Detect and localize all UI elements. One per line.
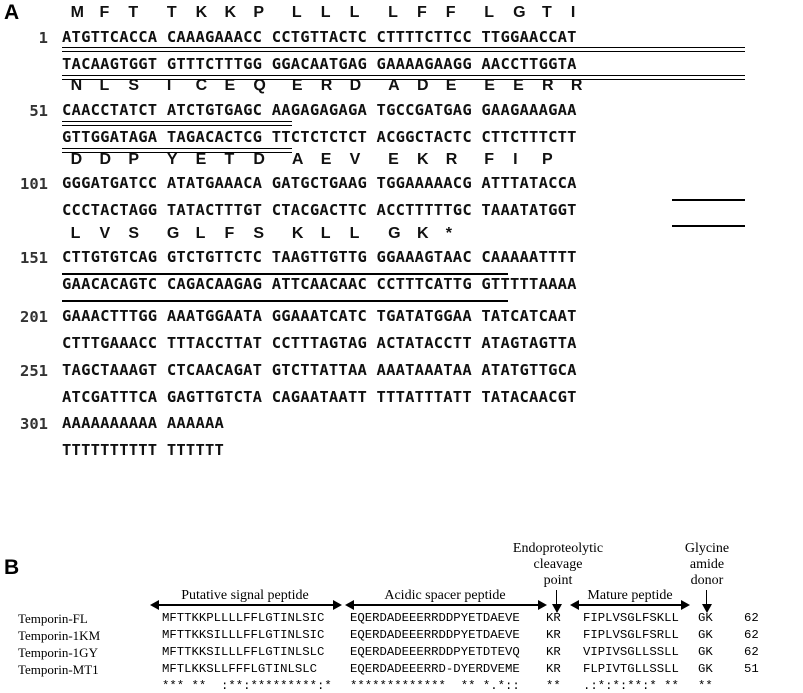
cleavage-line-2: cleavage	[533, 557, 583, 572]
amino-acid-letter: Q	[253, 77, 266, 94]
consensus-signal-symbols: *** ** :**:*********:*	[162, 679, 332, 693]
alignment-spacer-segment: EQERDADEEERRD-DYERDVEME	[350, 662, 520, 676]
consensus-spacer-symbols: ************* ** *.*::	[350, 679, 520, 693]
alignment-gk-segment: GK	[698, 628, 713, 642]
alignment-kr-segment: KR	[546, 645, 561, 659]
amino-acid-letter: C	[195, 77, 208, 94]
sequence-position-number: 1	[38, 29, 48, 47]
sense-strand: CAACCTATCT ATCTGTGAGC AAGAGAGAGA TGCCGATGAG GAAGAAAGAA	[62, 101, 577, 119]
amino-acid-letter: R	[320, 77, 333, 94]
amino-acid-letter: G	[166, 225, 180, 242]
alignment-signal-segment: MFTTKKPLLLLFFLGTINLSIC	[162, 611, 325, 625]
amino-acid-letter: E	[291, 77, 303, 94]
antisense-strand: TTTTTTTTTT TTTTTT	[62, 441, 225, 459]
signal-peptide-header: Putative signal peptide	[181, 588, 309, 603]
alignment-len-segment: 62	[744, 611, 759, 625]
amino-acid-letter: L	[349, 225, 360, 242]
amino-acid-letter: G	[388, 225, 401, 242]
amino-acid-letter: K	[416, 151, 429, 168]
alignment-mature-segment: VIPIVSGLLSSLL	[583, 645, 679, 659]
amino-acid-letter: E	[224, 77, 236, 94]
alignment-len-segment: 62	[744, 645, 759, 659]
sense-strand: GGGATGATCC ATATGAAACA GATGCTGAAG TGGAAAAACG ATTTATACCA	[62, 174, 577, 192]
consensus-mature-symbols: .:*:*:**:* **	[583, 679, 679, 693]
antisense-strand: CCCTACTAGG TATACTTTGT CTACGACTTC ACCTTTTTGC TAAATATGGT	[62, 201, 577, 219]
amino-acid-letter: D	[70, 151, 83, 168]
cleavage-line-1: Endoproteolytic	[512, 541, 604, 556]
amino-acid-letter: L	[388, 4, 398, 21]
mature-peptide-underline-2	[672, 225, 745, 227]
peptide-name: Temporin-MT1	[18, 662, 99, 677]
amino-acid-letter: T	[166, 4, 177, 21]
amide-line-2: amide	[689, 557, 725, 572]
amino-acid-letter: L	[70, 225, 81, 242]
amino-acid-letter: M	[70, 4, 84, 21]
antisense-strand: TACAAGTGGT GTTTCTTTGG GGACAATGAG GAAAAGAAGG AACCTTGGTA	[62, 55, 577, 73]
amino-acid-letter: F	[99, 4, 110, 21]
alignment-mature-segment: FIPLVSGLFSRLL	[583, 628, 679, 642]
amino-acid-letter: I	[166, 77, 172, 94]
antisense-strand: GTTGGATAGA TAGACACTCG TTCTCTCTCT ACGGCTACTC CTTCTTTCTT	[62, 128, 577, 146]
consensus-kr-symbols: **	[546, 679, 561, 693]
sense-strand: CTTGTGTCAG GTCTGTTCTC TAAGTTGTTG GGAAAGTAAC CAAAAATTTT	[62, 248, 577, 266]
amino-acid-letter: K	[195, 4, 208, 21]
alignment-spacer-segment: EQERDADEEERRDDPYETDAEVE	[350, 628, 520, 642]
alignment-signal-segment: MFTLKKSLLFFFLGTINLSLC	[162, 662, 317, 676]
alignment-spacer-segment: EQERDADEEERRDDPYETDAEVE	[350, 611, 520, 625]
amino-acid-letter: D	[253, 151, 265, 168]
sense-strand: GAAACTTTGG AAATGGAATA GGAAATCATC TGATATGGAA TATCATCAAT	[62, 307, 577, 325]
antisense-strand: GAACACAGTC CAGACAAGAG ATTCAACAAC CCTTTCATTG GTTTTTAAAA	[62, 275, 577, 293]
antisense-strand: CTTTGAAACC TTTACCTTAT CCTTTAGTAG ACTATACCTT ATAGTAGTTA	[62, 334, 577, 352]
amino-acid-letter: F	[416, 4, 427, 21]
sequence-position-number: 251	[20, 362, 48, 380]
sense-strand: TAGCTAAAGT CTCAACAGAT GTCTTATTAA AAATAAATAA ATATGTTGCA	[62, 361, 577, 379]
peptide-name: Temporin-1GY	[18, 645, 98, 660]
cleavage-line-3: point	[543, 573, 573, 588]
amino-acid-letter: S	[128, 77, 139, 94]
peptide-name: Temporin-1KM	[18, 628, 101, 643]
amino-acid-letter: F	[445, 4, 456, 21]
amino-acid-letter: R	[570, 77, 583, 94]
mature-peptide-underline-4	[62, 300, 508, 302]
amino-acid-letter: I	[570, 4, 576, 21]
amino-acid-letter: N	[70, 77, 83, 94]
amino-acid-letter: K	[416, 225, 429, 242]
amino-acid-letter: R	[542, 77, 554, 94]
amino-acid-letter: R	[445, 151, 458, 168]
alignment-gk-segment: GK	[698, 662, 713, 676]
amino-acid-letter: K	[291, 225, 304, 242]
alignment-signal-segment: MFTTKKSILLLFFLGTINLSIC	[162, 628, 325, 642]
amino-acid-letter: K	[224, 4, 237, 21]
amino-acid-letter: E	[388, 151, 399, 168]
panel-a-label: A	[4, 1, 20, 24]
amino-acid-letter: P	[128, 151, 139, 168]
amino-acid-letter: P	[542, 151, 553, 168]
sequence-position-number: 51	[29, 102, 48, 120]
amino-acid-letter: E	[195, 151, 207, 168]
consensus-gk-symbols: **	[698, 679, 713, 693]
amino-acid-letter: A	[388, 77, 400, 94]
amino-acid-letter: L	[320, 4, 331, 21]
amino-acid-letter: *	[445, 225, 453, 242]
mature-peptide-header: Mature peptide	[587, 588, 673, 603]
alignment-kr-segment: KR	[546, 628, 561, 642]
alignment-mature-segment: FIPLVSGLFSKLL	[583, 611, 679, 625]
signal-peptide-underline-2	[62, 75, 745, 80]
amino-acid-letter: T	[128, 4, 139, 21]
amino-acid-letter: A	[291, 151, 304, 168]
signal-peptide-underline-3	[62, 121, 292, 126]
amino-acid-letter: E	[320, 151, 332, 168]
amino-acid-letter: L	[291, 4, 302, 21]
alignment-kr-segment: KR	[546, 611, 561, 625]
amino-acid-letter: L	[195, 225, 206, 242]
signal-peptide-underline-4	[62, 148, 292, 153]
amino-acid-letter: D	[416, 77, 429, 94]
sequence-position-number: 151	[20, 249, 48, 267]
amino-acid-letter: D	[349, 77, 362, 94]
alignment-spacer-segment: EQERDADEEERRDDPYETDTEVQ	[350, 645, 520, 659]
amino-acid-letter: T	[542, 4, 552, 21]
sequence-position-number: 201	[20, 308, 48, 326]
sequence-position-number: 301	[20, 415, 48, 433]
alignment-len-segment: 51	[744, 662, 759, 676]
sense-strand: AAAAAAAAAA AAAAAA	[62, 414, 225, 432]
amino-acid-letter: E	[513, 77, 524, 94]
amino-acid-letter: E	[445, 77, 457, 94]
amino-acid-letter: V	[99, 225, 111, 242]
amino-acid-letter: G	[513, 4, 526, 21]
signal-peptide-underline-1	[62, 47, 745, 52]
peptide-name: Temporin-FL	[18, 611, 88, 626]
amino-acid-letter: L	[349, 4, 360, 21]
amino-acid-letter: F	[484, 151, 495, 168]
glycine-amide-header	[672, 541, 742, 589]
alignment-gk-segment: GK	[698, 645, 713, 659]
amino-acid-letter: P	[253, 4, 265, 21]
amino-acid-letter: I	[513, 151, 518, 168]
acidic-spacer-header: Acidic spacer peptide	[384, 588, 506, 603]
amide-line-3: donor	[690, 573, 724, 588]
alignment-kr-segment: KR	[546, 662, 561, 676]
mature-peptide-underline-3	[62, 273, 508, 275]
amino-acid-letter: Y	[166, 151, 178, 168]
alignment-gk-segment: GK	[698, 611, 713, 625]
amino-acid-letter: L	[320, 225, 331, 242]
amide-line-1: Glycine	[684, 541, 730, 556]
amino-acid-letter: E	[484, 77, 495, 94]
alignment-signal-segment: MFTTKKSILLLFFLGTINLSLC	[162, 645, 325, 659]
panel-b-label: B	[4, 556, 20, 579]
alignment-mature-segment: FLPIVTGLLSSLL	[583, 662, 679, 676]
amino-acid-letter: L	[484, 4, 495, 21]
amino-acid-letter: T	[224, 151, 235, 168]
antisense-strand: ATCGATTTCA GAGTTGTCTA CAGAATAATT TTTATTTATT TATACAACGT	[62, 388, 577, 406]
sequence-position-number: 101	[20, 175, 48, 193]
alignment-len-segment: 62	[744, 628, 759, 642]
amino-acid-letter: D	[99, 151, 112, 168]
amino-acid-letter: L	[99, 77, 110, 94]
sense-strand: ATGTTCACCA CAAAGAAACC CCTGTTACTC CTTTTCTTCC TTGGAACCAT	[62, 28, 577, 46]
mature-peptide-underline-1	[672, 199, 745, 201]
amino-acid-letter: V	[349, 151, 361, 168]
amino-acid-letter: S	[128, 225, 139, 242]
amino-acid-letter: F	[224, 225, 235, 242]
amino-acid-letter: S	[253, 225, 265, 242]
cleavage-point-header	[498, 541, 618, 589]
